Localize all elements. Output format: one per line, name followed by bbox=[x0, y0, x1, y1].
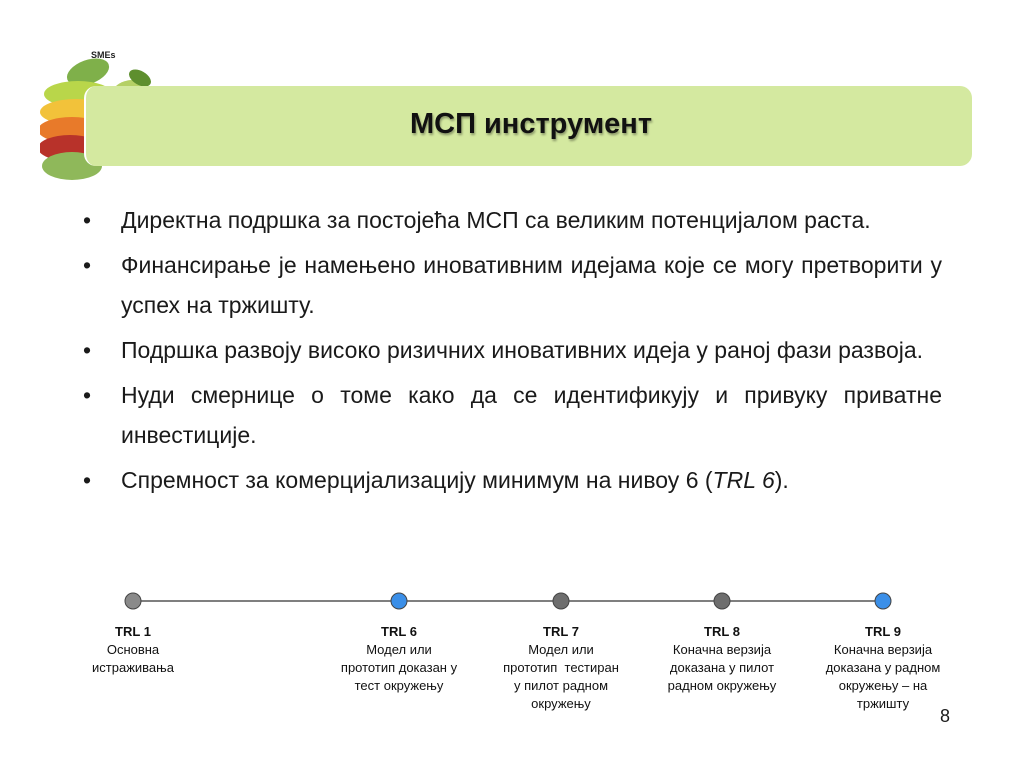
trl-code: TRL 1 bbox=[115, 624, 151, 639]
bullet-item bbox=[80, 245, 942, 325]
timeline-dot-trl7 bbox=[553, 593, 569, 609]
timeline-dot-trl1 bbox=[125, 593, 141, 609]
timeline-dot-trl9 bbox=[875, 593, 891, 609]
trl-desc-line: Коначна верзија bbox=[672, 642, 772, 657]
trl-desc-line: окружењу bbox=[531, 696, 591, 711]
trl-timeline bbox=[0, 588, 1024, 618]
trl-desc-line: у пилот радном bbox=[513, 678, 609, 693]
trl-desc-line: доказана у радном bbox=[825, 660, 941, 675]
bullet-marker: • bbox=[83, 467, 92, 493]
trl-desc-line: доказана у пилот bbox=[669, 660, 775, 675]
trl-milestone bbox=[810, 623, 956, 713]
trl-desc-line: прототип доказан у bbox=[340, 660, 458, 675]
bullet-list bbox=[80, 200, 942, 505]
bullet-text-italic: TRL 6 bbox=[712, 467, 775, 493]
trl-milestone bbox=[60, 623, 206, 677]
bullet-item bbox=[80, 375, 942, 455]
trl-desc-line: Модел или bbox=[528, 642, 594, 657]
trl-code: TRL 7 bbox=[543, 624, 579, 639]
trl-milestone bbox=[488, 623, 634, 713]
timeline-dot-trl8 bbox=[714, 593, 730, 609]
bullet-text-end: ). bbox=[774, 467, 789, 493]
bullet-marker: • bbox=[83, 252, 92, 278]
trl-desc-line: окружењу – на bbox=[838, 678, 928, 693]
page-number: 8 bbox=[940, 706, 951, 726]
bullet-text: Финансирање је намењено иновативним идејама које се могу претворити у успех на тржишту. bbox=[121, 252, 942, 318]
bullet-item bbox=[80, 330, 942, 370]
bullet-marker: • bbox=[83, 337, 92, 363]
bullet-marker: • bbox=[83, 382, 92, 408]
trl-code: TRL 9 bbox=[865, 624, 901, 639]
logo-label: SMEs bbox=[91, 50, 116, 60]
title-bar bbox=[84, 86, 972, 166]
trl-desc-line: тржишту bbox=[856, 696, 910, 711]
trl-code: TRL 8 bbox=[704, 624, 740, 639]
trl-code: TRL 6 bbox=[381, 624, 417, 639]
trl-milestone bbox=[649, 623, 795, 695]
trl-desc-line: прототип тестиран bbox=[503, 660, 619, 675]
trl-desc-line: истраживања bbox=[92, 660, 174, 675]
bullet-item bbox=[80, 200, 942, 240]
timeline-dot-trl6 bbox=[391, 593, 407, 609]
bullet-text: Нуди смернице о томе како да се идентификују и привуку приватне инвестиције. bbox=[121, 382, 942, 448]
bullet-marker: • bbox=[83, 207, 92, 233]
bullet-item bbox=[80, 460, 942, 500]
trl-desc-line: Основна bbox=[106, 642, 160, 657]
bullet-text bbox=[121, 467, 789, 493]
bullet-text: Директна подршка за постојећа МСП са великим потенцијалом раста. bbox=[121, 207, 871, 233]
trl-desc-line: Модел или bbox=[366, 642, 432, 657]
trl-milestone bbox=[326, 623, 472, 695]
trl-desc-line: тест окружењу bbox=[354, 678, 444, 693]
bullet-text: Подршка развоју високо ризичних иновативних идеја у раној фази развоја. bbox=[121, 337, 924, 363]
bullet-text-start: Спремност за комерцијализацију минимум на нивоу 6 ( bbox=[121, 467, 713, 493]
page-title: МСП инструмент bbox=[409, 108, 653, 140]
trl-desc-line: Коначна верзија bbox=[833, 642, 933, 657]
trl-desc-line: радном окружењу bbox=[667, 678, 777, 693]
